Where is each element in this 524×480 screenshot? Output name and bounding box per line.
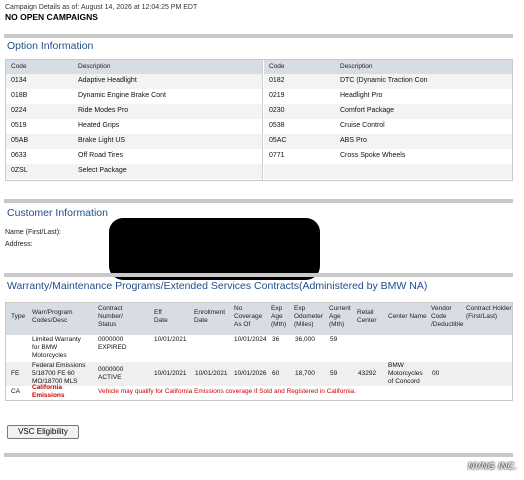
type-code: CA (11, 388, 21, 395)
customer-address-label: Address: (5, 241, 33, 248)
option-code: 05AB (11, 137, 29, 144)
option-row (264, 104, 512, 119)
warranty-title: Warranty/Maintenance Programs/Extended Services Contracts(Administered by BMW NA) (7, 280, 428, 292)
exp-age: 60 (272, 370, 280, 377)
col-eff-date: Eff Date (154, 309, 168, 324)
vsc-eligibility-button[interactable]: VSC Eligibility (7, 425, 79, 439)
exp-age: 36 (272, 336, 280, 343)
option-rows-right (264, 74, 512, 179)
warranty-row (6, 362, 512, 386)
col-contract: Contract Number/ Status (98, 305, 123, 328)
exp-odometer: 36,000 (295, 336, 315, 343)
section-divider (4, 453, 513, 457)
option-row (6, 89, 262, 104)
warranty-row-california (6, 386, 512, 400)
option-code: 0224 (11, 107, 27, 114)
option-row (6, 134, 262, 149)
program-desc: Limited Warranty for BMW Motorcycles (32, 336, 81, 359)
customer-name-label: Name (First/Last): (5, 229, 62, 236)
eff-date: 10/01/2021 (154, 370, 187, 377)
contract-status: 0000000 EXPIRED (98, 336, 127, 351)
option-code: 0633 (11, 152, 27, 159)
program-desc: California Emissions (32, 384, 65, 399)
col-enrollment-date: Enrollment Date (194, 309, 226, 324)
option-code: 0538 (269, 122, 285, 129)
type-code: FE (11, 370, 20, 377)
option-code: 0219 (269, 92, 285, 99)
california-note: Vehicle may qualify for California Emissions coverage if Sold and Registered in California. (98, 388, 356, 395)
eff-date: 10/01/2021 (154, 336, 187, 343)
option-code: 018B (11, 92, 28, 99)
as-of-value: August 14, 2026 at 12:04:25 PM EDT (80, 4, 198, 11)
option-row (264, 134, 512, 149)
option-code: 0ZSL (11, 167, 28, 174)
option-code: 0771 (269, 152, 285, 159)
no-coverage-date: 10/01/2026 (234, 370, 267, 377)
description-header: Description (340, 63, 373, 70)
option-row (6, 149, 262, 164)
section-divider (4, 273, 513, 277)
col-exp-age: Exp Age (Mth) (271, 305, 287, 328)
enrollment-date: 10/01/2021 (195, 370, 228, 377)
col-type: Type (11, 313, 26, 320)
option-row (264, 119, 512, 134)
code-header: Code (11, 63, 27, 70)
code-header: Code (269, 63, 285, 70)
option-code: 0182 (269, 77, 285, 84)
col-no-coverage: No Coverage As Of (234, 305, 263, 328)
section-divider (4, 34, 513, 38)
open-campaigns-status: NO OPEN CAMPAIGNS (5, 12, 98, 22)
option-row (6, 119, 262, 134)
vendor-code: 00 (432, 370, 440, 377)
option-row (264, 164, 512, 179)
warranty-row (6, 335, 512, 362)
program-desc: Federal Emissions 5/18700 FE 60 MO/18700 MLS (32, 362, 86, 385)
watermark-text: NVNG INC. (468, 461, 518, 471)
option-desc: Dynamic Engine Brake Cont (78, 92, 166, 99)
option-information-title: Option Information (7, 40, 94, 52)
option-code: 05AC (269, 137, 287, 144)
option-desc: Cross Spoke Wheels (340, 152, 406, 159)
current-age: 59 (330, 370, 338, 377)
option-desc: Ride Modes Pro (78, 107, 129, 114)
option-row (264, 149, 512, 164)
option-table (5, 59, 513, 181)
option-row (6, 104, 262, 119)
option-code: 0519 (11, 122, 27, 129)
option-row (6, 74, 262, 89)
retail-center: 43292 (358, 370, 377, 377)
col-retail-center: Retail Center (357, 309, 377, 324)
option-desc: Select Package (78, 167, 127, 174)
option-desc: Brake Light US (78, 137, 126, 144)
contract-status: 0000000 ACTIVE (98, 366, 124, 381)
redaction-block (109, 218, 320, 280)
campaign-header (5, 3, 197, 23)
option-desc: Comfort Package (340, 107, 395, 114)
option-table-header (6, 60, 262, 74)
option-code: 0230 (269, 107, 285, 114)
col-current-age: Current Age (Mth) (329, 305, 351, 328)
description-header: Description (78, 63, 111, 70)
option-table-header (264, 60, 512, 74)
option-desc: Heated Grips (78, 122, 120, 129)
no-coverage-date: 10/01/2024 (234, 336, 267, 343)
col-contract-holder: Contract Holder (First/Last) (466, 305, 512, 320)
option-code: 0134 (11, 77, 27, 84)
option-desc: DTC (Dynamic Traction Con (340, 77, 428, 84)
option-desc: Headlight Pro (340, 92, 383, 99)
center-name: BMW Motorcycles of Concord (388, 362, 423, 385)
campaign-as-of (5, 3, 197, 12)
warranty-table-header (6, 303, 512, 335)
option-rows-left (6, 74, 262, 179)
option-desc: Adaptive Headlight (78, 77, 137, 84)
option-row (264, 74, 512, 89)
option-row (6, 164, 262, 179)
col-center-name: Center Name (388, 313, 427, 320)
option-column-right (264, 60, 512, 180)
option-desc: Cruise Control (340, 122, 385, 129)
col-exp-odometer: Exp Odometer (Miles) (294, 305, 323, 328)
current-age: 59 (330, 336, 338, 343)
as-of-label: Campaign Details as of: (5, 4, 80, 11)
col-vendor-code: Vendor Code /Deductible (431, 305, 464, 328)
option-row (264, 89, 512, 104)
section-divider (4, 199, 513, 203)
option-desc: ABS Pro (340, 137, 367, 144)
option-column-left (6, 60, 263, 180)
exp-odometer: 18,700 (295, 370, 315, 377)
customer-information-title: Customer Information (7, 207, 108, 219)
option-desc: Off Road Tires (78, 152, 124, 159)
warranty-table (5, 302, 513, 401)
col-program: Warr/Program Codes/Desc (32, 309, 73, 324)
